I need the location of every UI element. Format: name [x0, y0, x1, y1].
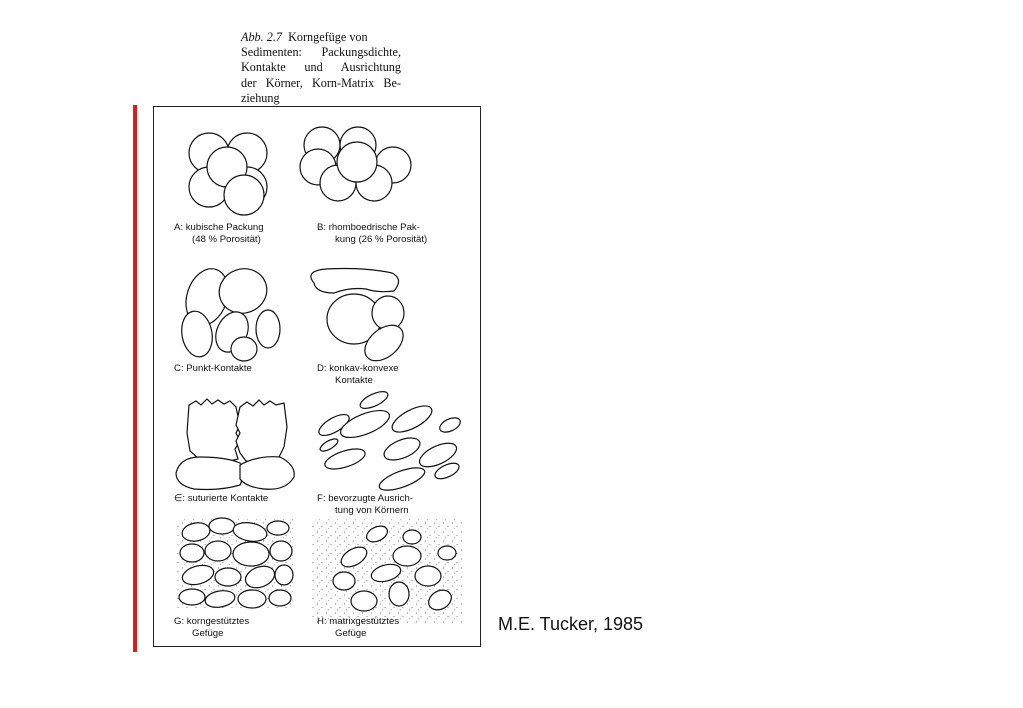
label-a-line2: (48 % Porosität) [192, 234, 261, 245]
label-b-line1: B: rhomboedrische Pak- [317, 222, 420, 233]
label-h [317, 616, 399, 640]
label-c-line1: C: Punkt-Kontakte [174, 363, 252, 374]
caption-line-4: der Körner, Korn-Matrix Be- [241, 75, 401, 90]
concavo-convex-grains [311, 269, 410, 368]
label-h-line2: Gefüge [335, 628, 367, 639]
label-f [317, 493, 413, 517]
caption-line-3: Kontakte und Ausrichtung [241, 60, 401, 75]
label-g-line1: G: korngestütztes [174, 616, 250, 627]
label-a [174, 222, 264, 246]
label-h-line1: H: matrixgestütztes [317, 616, 400, 627]
grain-supported-fabric [176, 518, 294, 609]
point-contact-grains [178, 262, 280, 361]
caption-line-2: Sedimenten: Packungsdichte, [241, 45, 401, 60]
matrix-supported-fabric [312, 519, 462, 625]
caption-line-5: ziehung [241, 90, 280, 105]
label-b [317, 222, 427, 246]
caption-title: Korngefüge von [288, 30, 368, 44]
caption-prefix: Abb. 2.7 [241, 30, 282, 44]
label-g-line2: Gefüge [192, 628, 224, 639]
sutured-contact-grains [176, 399, 294, 490]
source-credit: M.E. Tucker, 1985 [498, 614, 644, 634]
red-accent-bar [133, 105, 137, 652]
label-g [174, 616, 249, 640]
label-b-line2: kung (26 % Porosität) [335, 234, 428, 245]
label-a-line1: A: kubische Packung [174, 222, 264, 233]
label-e [174, 493, 268, 505]
rhombohedral-packing-grains [300, 127, 411, 201]
label-c [174, 363, 252, 375]
caption-line-1 [241, 30, 401, 45]
label-d-line2: Kontakte [335, 375, 373, 386]
label-f-line2: tung von Körnern [335, 505, 409, 516]
label-d-line1: D: konkav-konvexe [317, 363, 399, 374]
label-e-line1: ∈: suturierte Kontakte [174, 493, 269, 504]
label-d [317, 363, 399, 387]
grain-fabric-figure [153, 106, 481, 647]
label-f-line1: F: bevorzugte Ausrich- [317, 493, 413, 504]
figure-caption [241, 30, 401, 106]
oriented-grains [316, 388, 463, 495]
cubic-packing-grains [189, 133, 267, 215]
